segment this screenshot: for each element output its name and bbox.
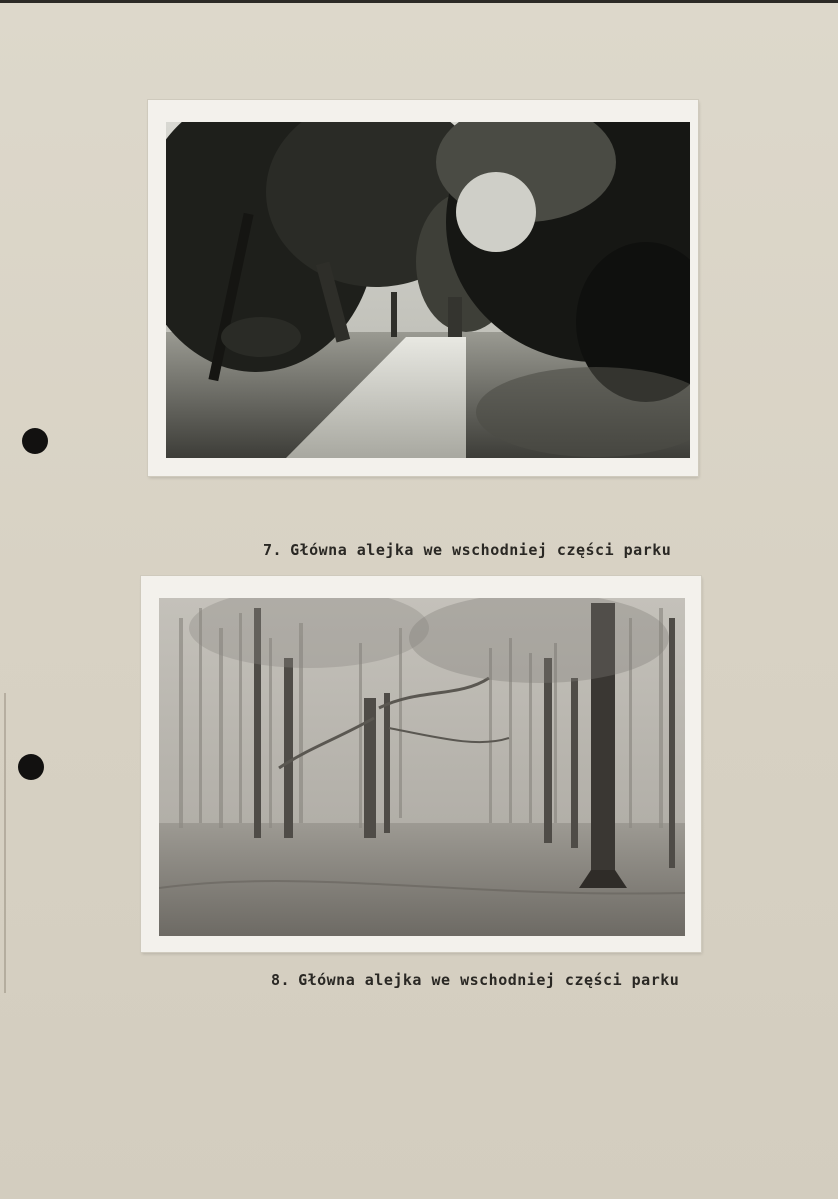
paper-crease [4, 693, 6, 993]
photo-7-caption-number: 7. [263, 541, 283, 559]
photo-7-caption-text: Główna alejka we wschodniej części parku [290, 541, 672, 559]
punch-hole-bottom [18, 754, 44, 780]
photo-8-caption-number: 8. [271, 971, 291, 989]
photo-7-caption [263, 541, 671, 559]
punch-hole-top [22, 428, 48, 454]
photo-7 [148, 100, 698, 476]
photo-8-caption [271, 971, 679, 989]
photo-8-image [159, 598, 685, 936]
photo-8-caption-text: Główna alejka we wschodniej części parku [298, 971, 680, 989]
photo-8 [141, 576, 701, 952]
photo-7-image [166, 122, 690, 458]
